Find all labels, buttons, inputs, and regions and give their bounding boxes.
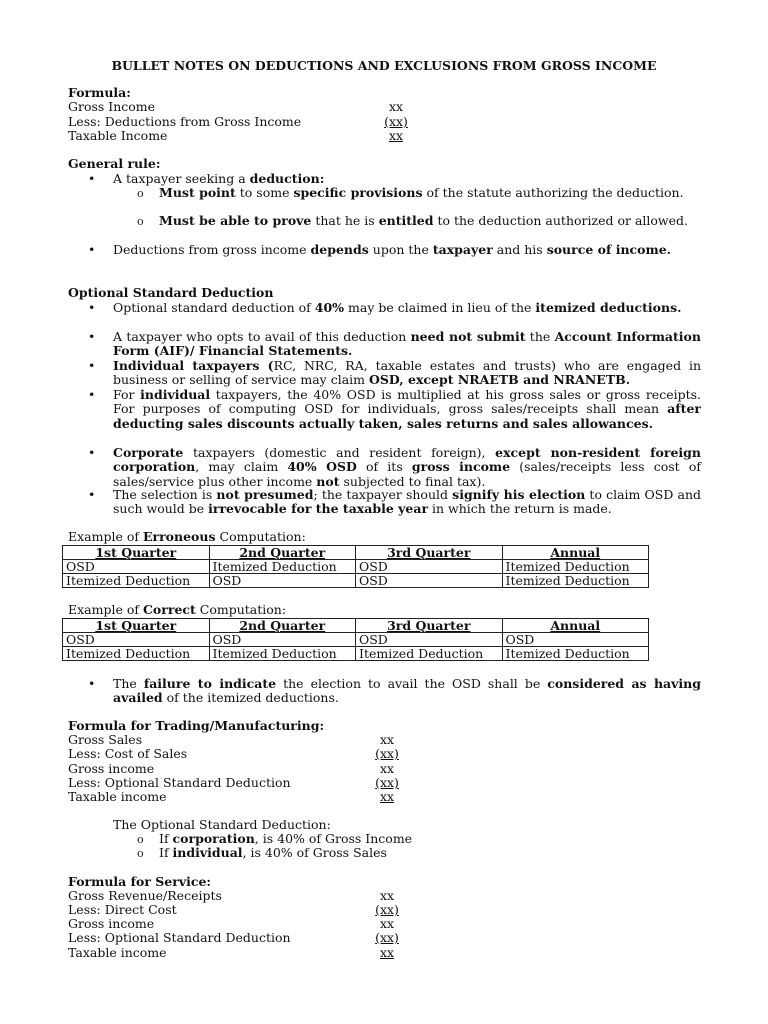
general-rule-subbullet: Must point to some specific provisions of the statute authorizing the deduction. — [159, 185, 684, 200]
bullet-icon: • — [88, 171, 96, 186]
bullet-icon: • — [88, 300, 96, 315]
service-row-value: (xx) — [375, 930, 399, 945]
table-header: Annual — [502, 546, 649, 560]
trading-row-label: Gross Sales — [68, 732, 143, 747]
table-header: 1st Quarter — [63, 619, 210, 633]
table-row — [63, 647, 649, 661]
table-header-row — [63, 619, 649, 633]
general-rule-heading: General rule: — [68, 156, 161, 171]
service-row-label: Taxable income — [68, 945, 167, 960]
document-title: BULLET NOTES ON DEDUCTIONS AND EXCLUSIONS FROM GROSS INCOME — [111, 58, 657, 73]
table-cell: OSD — [356, 633, 503, 647]
osd-bullet: For individual taxpayers, the 40% OSD is multiplied at his gross sales or gross receipts. For purposes of computing OSD for individuals, gross sales/receipts shall mean after deducting sales discounts actually taken, sales returns and sales allowances. — [113, 387, 701, 431]
table-header-row — [63, 546, 649, 560]
trading-row-label: Less: Optional Standard Deduction — [68, 775, 291, 790]
table-cell: OSD — [209, 574, 356, 588]
circle-bullet-icon: o — [137, 187, 144, 200]
osd-bullet: Corporate taxpayers (domestic and resident foreign), except non-resident foreign corporation, may claim 40% OSD of its gross income (sales/receipts less cost of sales/service plus other income not subjected to final tax). — [113, 445, 701, 489]
bullet-icon: • — [88, 676, 96, 691]
table-cell: OSD — [356, 574, 503, 588]
table-cell: Itemized Deduction — [502, 560, 649, 574]
osd-bullet: Individual taxpayers (RC, NRC, RA, taxable estates and trusts) who are engaged in business or selling of service may claim OSD, except NRAETB and NRANETB. — [113, 358, 702, 388]
trading-row-label: Taxable income — [68, 789, 167, 804]
table-cell: OSD — [63, 560, 210, 574]
table-header: 3rd Quarter — [356, 546, 503, 560]
trading-row-value: (xx) — [375, 775, 399, 790]
table-cell: OSD — [356, 560, 503, 574]
trading-row-value: xx — [379, 732, 395, 747]
service-heading: Formula for Service: — [68, 874, 212, 889]
service-row-value: xx — [379, 916, 395, 931]
general-rule-bullet: A taxpayer seeking a deduction: — [113, 171, 325, 186]
bullet-icon: • — [88, 358, 96, 373]
bullet-icon: • — [88, 387, 96, 402]
circle-bullet-icon: o — [137, 833, 144, 846]
table-cell: Itemized Deduction — [209, 560, 356, 574]
trading-row-value: (xx) — [375, 746, 399, 761]
table-row — [63, 633, 649, 647]
service-row-label: Gross income — [68, 916, 155, 931]
correct-caption: Example of Correct Computation: — [68, 602, 287, 617]
formula-row-value: xx — [388, 99, 404, 114]
general-rule-subbullet: Must be able to prove that he is entitled to the deduction authorized or allowed. — [159, 213, 688, 228]
bullet-icon: • — [88, 242, 96, 257]
trading-row-label: Gross income — [68, 761, 155, 776]
correct-table — [62, 618, 649, 661]
trading-row-value: xx — [379, 789, 395, 804]
service-row-label: Gross Revenue/Receipts — [68, 888, 222, 903]
formula-row-label: Taxable Income — [68, 128, 168, 143]
trading-heading: Formula for Trading/Manufacturing: — [68, 718, 325, 733]
formula-row-label: Gross Income — [68, 99, 156, 114]
table-cell: OSD — [502, 633, 649, 647]
trading-row-label: Less: Cost of Sales — [68, 746, 188, 761]
formula-heading: Formula: — [68, 85, 131, 100]
formula-row-label: Less: Deductions from Gross Income — [68, 114, 302, 129]
bullet-icon: • — [88, 487, 96, 502]
table-cell: Itemized Deduction — [63, 647, 210, 661]
osd-bullet: The selection is not presumed; the taxpayer should signify his election to claim OSD and such would be irrevocable for the taxable year in which the return is made. — [113, 487, 702, 517]
osd-bullet: A taxpayer who opts to avail of this deduction need not submit the Account Information Form (AIF)/ Financial Statements. — [113, 329, 701, 359]
table-header: 1st Quarter — [63, 546, 210, 560]
table-header: 2nd Quarter — [209, 546, 356, 560]
formula-row-value: (xx) — [384, 114, 408, 129]
osd-note: The Optional Standard Deduction: — [113, 817, 331, 832]
failure-bullet: The failure to indicate the election to avail the OSD shall be considered as having availed of the itemized deductions. — [113, 676, 702, 706]
table-cell: OSD — [209, 633, 356, 647]
table-cell: Itemized Deduction — [356, 647, 503, 661]
table-row — [63, 560, 649, 574]
circle-bullet-icon: o — [137, 847, 144, 860]
table-cell: OSD — [63, 633, 210, 647]
erroneous-table — [62, 545, 649, 588]
service-row-label: Less: Direct Cost — [68, 902, 177, 917]
general-rule-bullet: Deductions from gross income depends upon the taxpayer and his source of income. — [113, 242, 672, 257]
service-row-value: xx — [379, 945, 395, 960]
table-header: 2nd Quarter — [209, 619, 356, 633]
service-row-value: (xx) — [375, 902, 399, 917]
table-header: 3rd Quarter — [356, 619, 503, 633]
osd-bullet: Optional standard deduction of 40% may be claimed in lieu of the itemized deductions. — [113, 300, 682, 315]
table-cell: Itemized Deduction — [502, 647, 649, 661]
osd-heading: Optional Standard Deduction — [68, 285, 274, 300]
service-row-value: xx — [379, 888, 395, 903]
erroneous-caption: Example of Erroneous Computation: — [68, 529, 306, 544]
table-cell: Itemized Deduction — [63, 574, 210, 588]
table-header: Annual — [502, 619, 649, 633]
trading-row-value: xx — [379, 761, 395, 776]
service-row-label: Less: Optional Standard Deduction — [68, 930, 291, 945]
table-cell: Itemized Deduction — [502, 574, 649, 588]
osd-option: If individual, is 40% of Gross Sales — [159, 845, 387, 860]
bullet-icon: • — [88, 329, 96, 344]
circle-bullet-icon: o — [137, 215, 144, 228]
table-cell: Itemized Deduction — [209, 647, 356, 661]
osd-option: If corporation, is 40% of Gross Income — [159, 831, 413, 846]
table-row — [63, 574, 649, 588]
formula-row-value: xx — [388, 128, 404, 143]
bullet-icon: • — [88, 445, 96, 460]
